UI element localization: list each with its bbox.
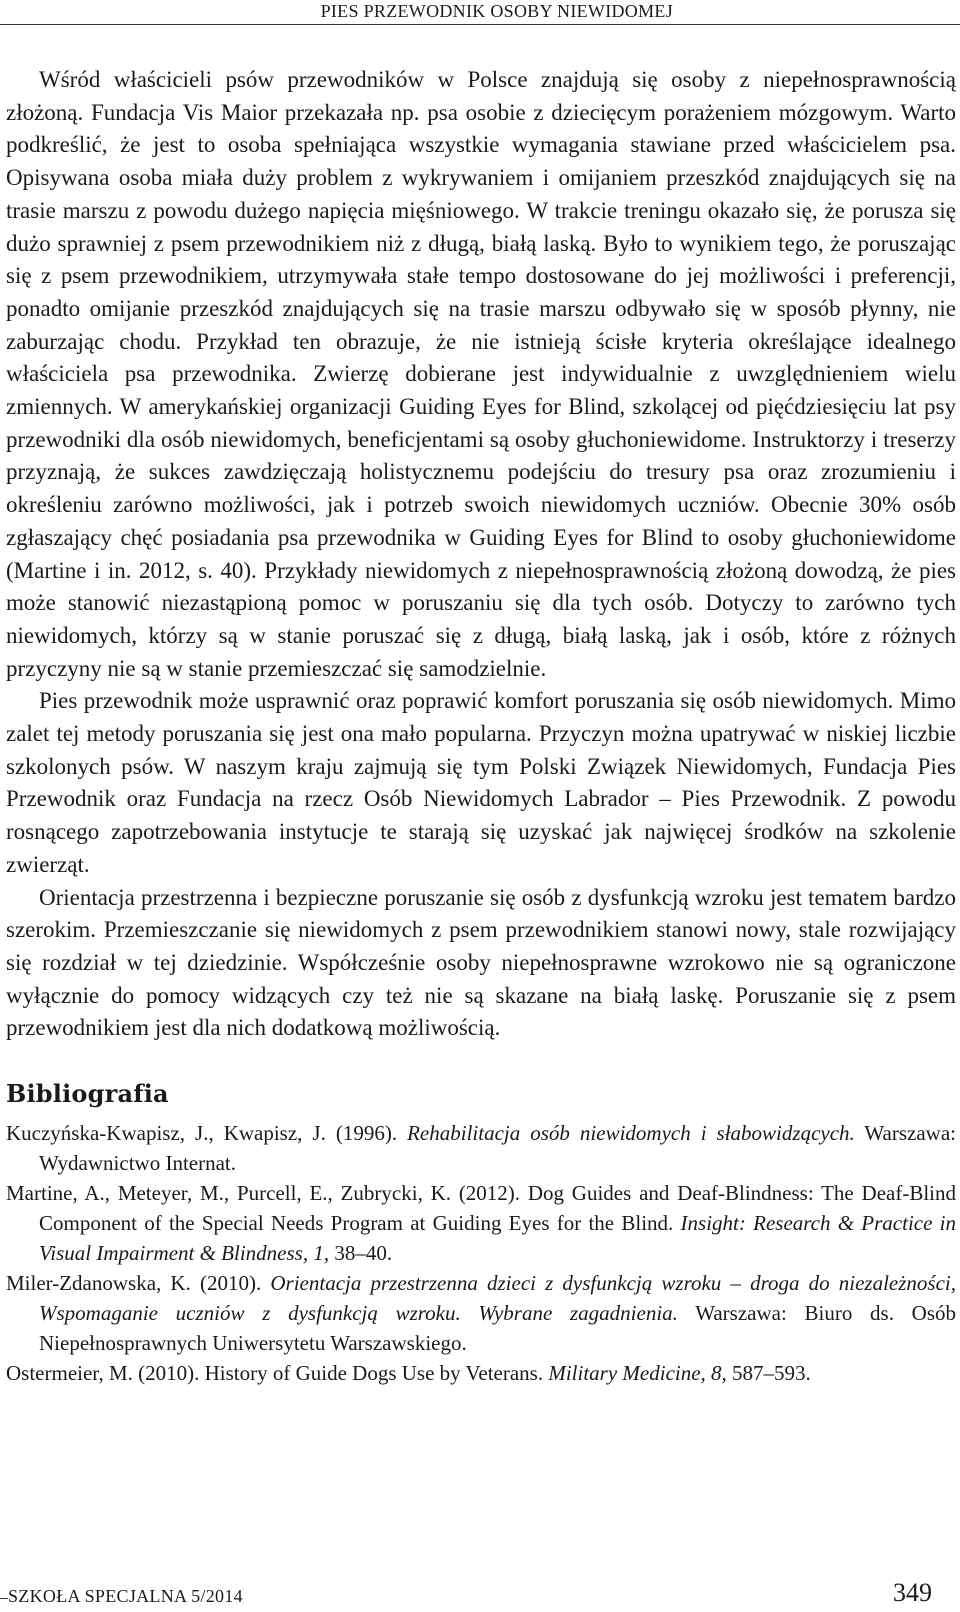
entry-publisher: Warszawa: Biuro ds. Osób Niepełnosprawnych Uniwersytetu Warszawskiego.: [39, 1301, 956, 1356]
paragraph: Wśród właścicieli psów przewodników w Polsce znajdują się osoby z niepełnosprawnością złożoną. Fundacja Vis Maior przekazała np. psa osobie z dziecięcym porażeniem mózgowym. Warto podkreślić, że jest to osoba spełniająca wszystkie wymagania stawiane przed właścicielem psa. Opisywana osoba miała duży problem z wykrywaniem i omijaniem przeszkód znajdujących się na trasie marszu z powodu dużego napięcia mięśniowego. W trakcie treningu okazało się, że porusza się dużo sprawniej z psem przewodnikiem niż z długą, białą laską. Było to wynikiem tego, że poruszając się z psem przewodnikiem, utrzymywała stałe tempo dostosowane do jej możliwości i preferencji, ponadto omijanie przeszkód znajdujących się na trasie marszu odbywało się w sposób płynny, nie zaburzając chodu. Przykład ten obrazuje, że nie istnieją ścisłe kryteria określające idealnego właściciela psa przewodnika. Zwierzę dobierane jest indywidualnie z uwzględnieniem wielu zmiennych. W amerykańskiej organizacji Guiding Eyes for Blind, szkolącej od pięćdziesięciu lat psy przewodniki dla osób niewidomych, beneficjentami są osoby głuchoniewidome. Instruktorzy i treserzy przyznają, że sukces zawdzięczają holistycznemu podejściu do tresury psa oraz zrozumieniu i określeniu zarówno możliwości, jak i potrzeb swoich niewidomych uczniów. Obecnie 30% osób zgłaszający chęć posiadania psa przewodnika w Guiding Eyes for Blind to osoby głuchoniewidome (Martine i in. 2012, s. 40). Przykłady niewidomych z niepełnosprawnością złożoną dowodzą, że pies może stanowić niezastąpioną pomoc w poruszaniu się dla tych osób. Dotyczy to zarówno tych niewidomych, którzy są w stanie poruszać się z długą, białą laską, jak i osób, które z różnych przyczyny nie są w stanie przemieszczać się samodzielnie.: [6, 67, 956, 681]
bibliography-entry: [6, 1178, 956, 1268]
running-footer: [0, 1578, 960, 1612]
entry-publisher: Warszawa: Wydawnictwo Internat.: [39, 1121, 956, 1176]
entry-authors: Kuczyńska-Kwapisz, J., Kwapisz, J. (1996).: [6, 1121, 408, 1146]
entry-title: Orientacja przestrzenna dzieci z dysfunkcją wzroku – droga do niezależności, Wspomaganie uczniów z dysfunkcją wzroku. Wybrane zagadnienia.: [39, 1271, 956, 1326]
journal-name: SZKOŁA SPECJALNA 5/2014: [8, 1586, 251, 1607]
bibliography-entry: [6, 1118, 956, 1178]
entry-title: Insight: Research & Practice in Visual Impairment & Blindness, 1,: [39, 1211, 956, 1266]
entry-title: Military Medicine, 8,: [548, 1361, 727, 1386]
paragraph: Pies przewodnik może usprawnić oraz poprawić komfort poruszania się osób niewidomych. Mimo zalet tej metody poruszania się jest ona mało popularna. Przyczyn można upatrywać w niskiej liczbie szkolonych psów. W naszym kraju zajmują się tym Polski Związek Niewidomych, Fundacja Pies Przewodnik oraz Fundacja na rzecz Osób Niewidomych Labrador – Pies Przewodnik. Z powodu rosnącego zapotrzebowania instytucje te starają się uzyskać jak najwięcej środków na szkolenie zwierząt.: [6, 688, 956, 877]
page-number: 349: [893, 1578, 932, 1607]
bibliography-list: [6, 1118, 956, 1388]
bibliography-entry: [6, 1358, 956, 1388]
running-title: PIES PRZEWODNIK OSOBY NIEWIDOMEJ: [320, 1, 673, 21]
entry-publisher: 587–593.: [726, 1361, 811, 1386]
entry-authors: Ostermeier, M. (2010). History of Guide Dogs Use by Veterans.: [6, 1361, 549, 1386]
header-rule: [0, 24, 960, 25]
entry-publisher: 38–40.: [329, 1241, 393, 1266]
bibliography-heading: Bibliografia: [6, 1079, 169, 1109]
bibliography-entry: [6, 1268, 956, 1358]
paragraph: Orientacja przestrzenna i bezpieczne poruszanie się osób z dysfunkcją wzroku jest tematem bardzo szerokim. Przemieszczanie się niewidomych z psem przewodnikiem stanowi nowy, stale rozwijający się rozdział w tej dziedzinie. Współcześnie osoby niepełnosprawne wzrokowo nie są ograniczone wyłącznie do pomocy widzących czy też nie są skazane na białą laskę. Poruszanie się z psem przewodnikiem jest dla nich dodatkową możliwością.: [6, 884, 956, 1041]
entry-authors: Martine, A., Meteyer, M., Purcell, E., Zubrycki, K. (2012). Dog Guides and Deaf-Blindness: The Deaf-Blind Component of the Special Needs Program at Guiding Eyes for the Blind.: [6, 1181, 956, 1236]
entry-authors: Miler-Zdanowska, K. (2010).: [6, 1271, 271, 1296]
entry-title: Rehabilitacja osób niewidomych i słabowidzących.: [407, 1121, 855, 1146]
article-body: [6, 64, 956, 1388]
running-header: [0, 0, 960, 26]
